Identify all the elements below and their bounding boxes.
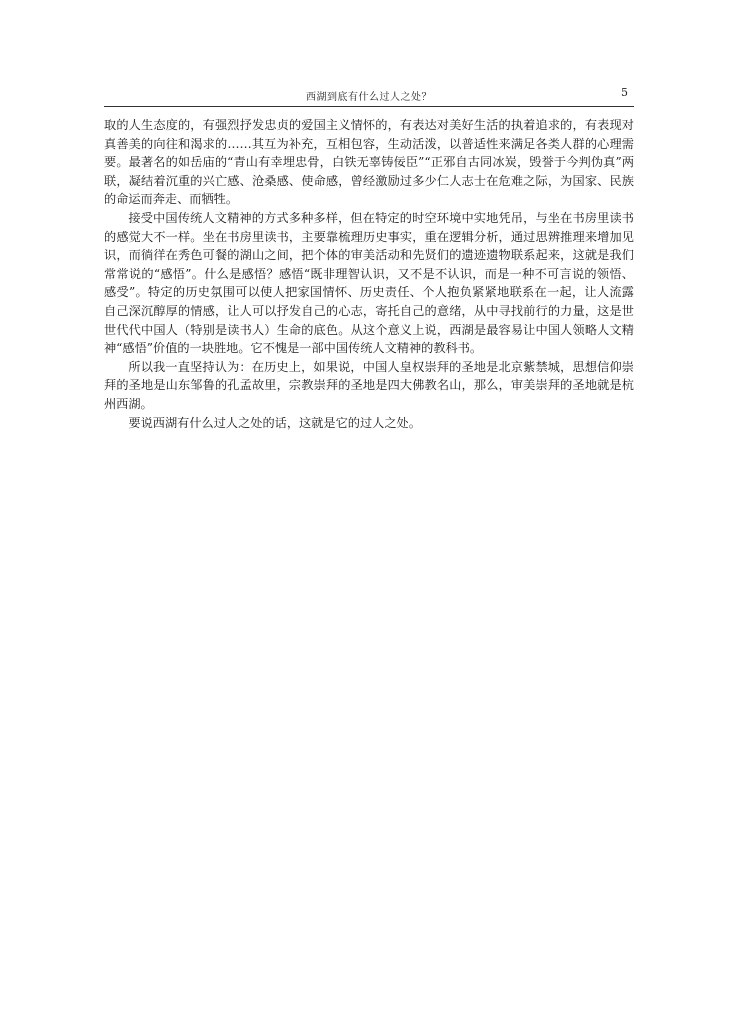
running-header: [104, 85, 634, 103]
body-text: [104, 116, 634, 432]
paragraph: 要说西湖有什么过人之处的话，这就是它的过人之处。: [128, 415, 421, 430]
paragraph: 接受中国传统人文精神的方式多种多样，但在特定的时空环境中实地凭吊，与坐在书房里读书的感觉大不一样。坐在书房里读书，主要靠梳理历史事实，重在逻辑分析，通过思辨推理来增加见识，而徜徉在秀色可餐的湖山之间，把个体的审美活动和先贤们的遗迹遗物联系起来，这就是我们常常说的“感悟”。什么是感悟？感悟“既非理智认识，又不是不认识，而是一种不可言说的领悟、感受”。特定的历史氛围可以使人把家国情怀、历史责任、个人抱负紧紧地联系在一起，让人流露自己深沉醇厚的情感，让人可以抒发自己的心志，寄托自己的意绪，从中寻找前行的力量，这是世世代代中国人（特别是读书人）生命的底色。从这个意义上说，西湖是最容易让中国人领略人文精神“感悟”价值的一块胜地。它不愧是一部中国传统人文精神的教科书。: [104, 210, 634, 356]
paragraph: 所以我一直坚持认为：在历史上，如果说，中国人皇权崇拜的圣地是北京紫禁城，思想信仰崇拜的圣地是山东邹鲁的孔孟故里，宗教崇拜的圣地是四大佛教名山，那么，审美崇拜的圣地就是杭州西湖。: [104, 359, 634, 411]
paragraph-continued: 取的人生态度的，有强烈抒发忠贞的爱国主义情怀的，有表达对美好生活的执着追求的，有表现对真善美的向往和渴求的……其互为补充，互相包容，生动活泼，以普适性来满足各类人群的心理需要。最著名的如岳庙的“青山有幸埋忠骨，白铁无辜铸佞臣”“正邪自古同冰炭，毁誉于今判伪真”两联，凝结着沉重的兴亡感、沧桑感、使命感，曾经激励过多少仁人志士在危难之际，为国家、民族的命运而奔走、而牺牲。: [104, 118, 634, 207]
page-number: 5: [621, 86, 628, 99]
header-title: 西湖到底有什么过人之处？: [306, 92, 432, 103]
header-rule: [104, 106, 634, 107]
